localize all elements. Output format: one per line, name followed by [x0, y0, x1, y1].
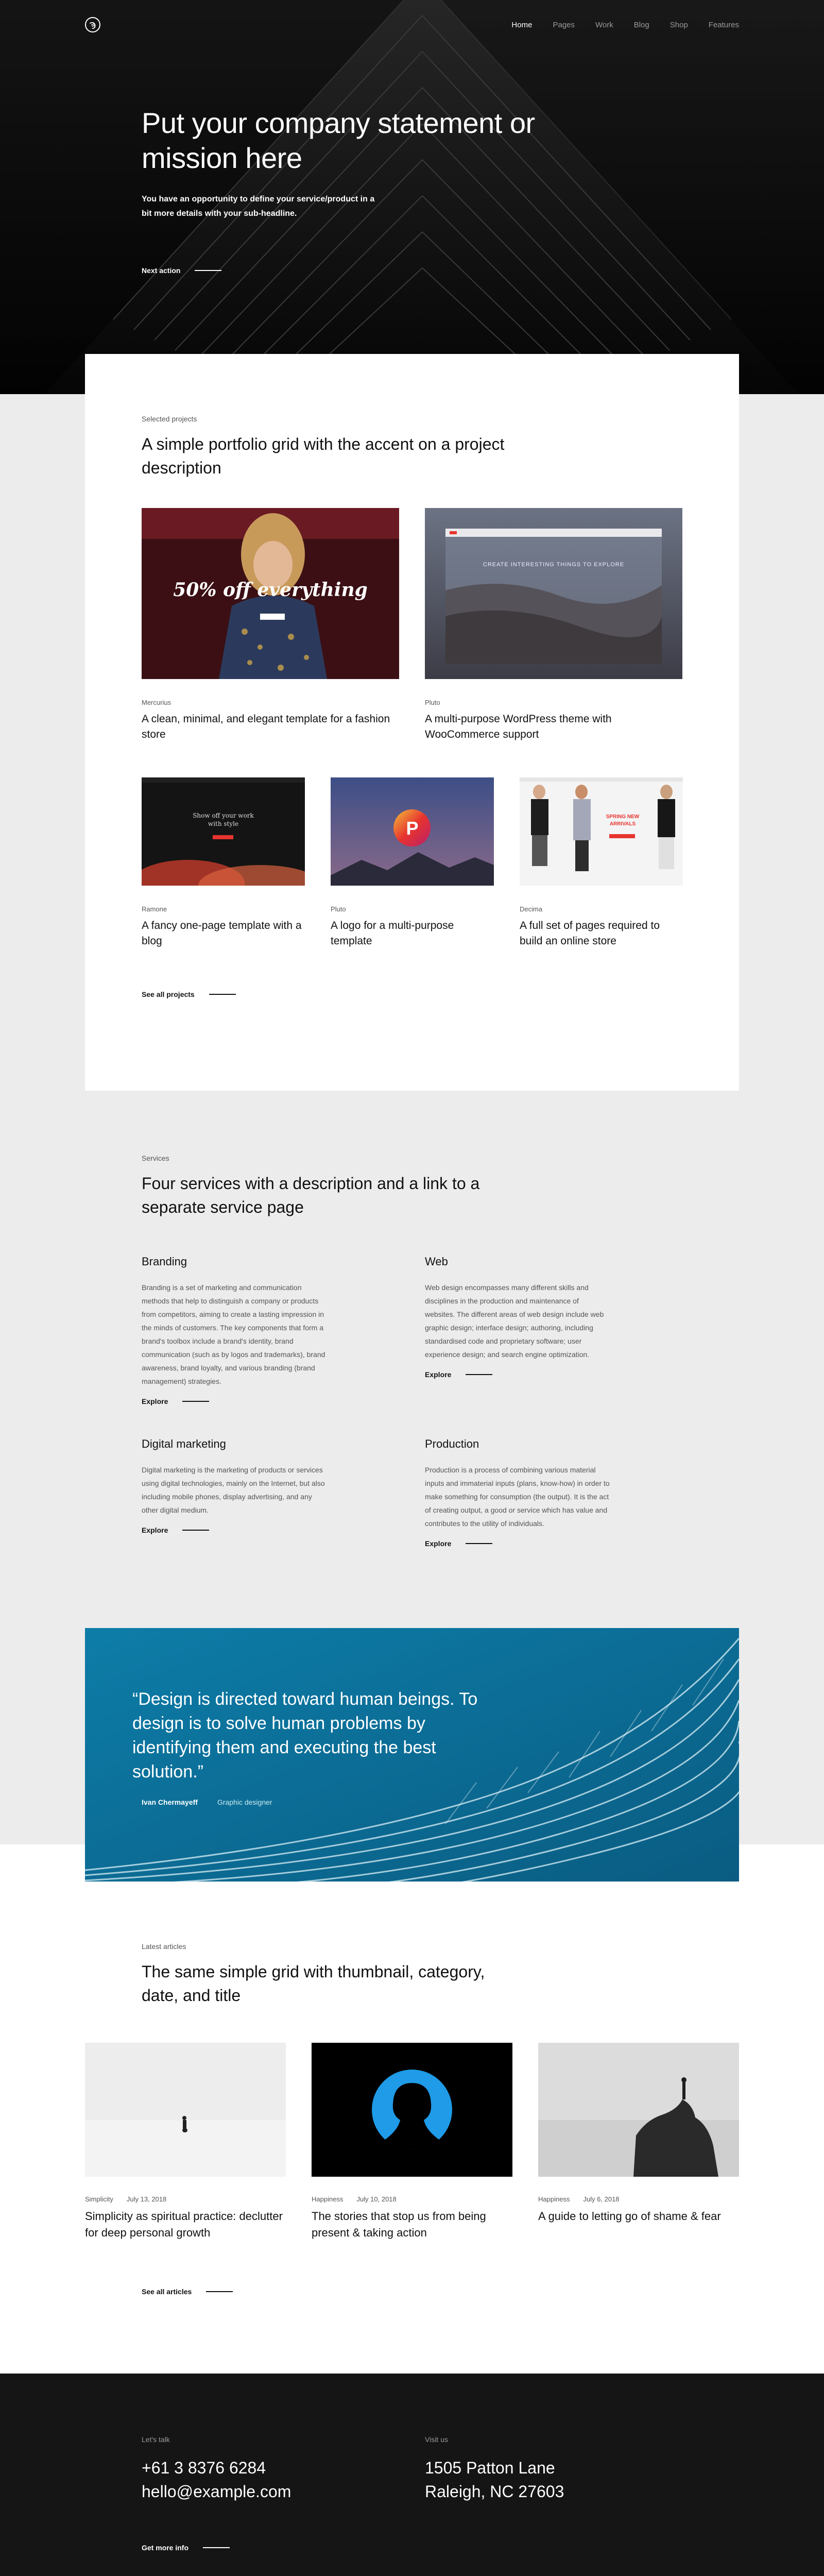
logo-glyph: Ϡ: [89, 20, 96, 29]
logo-icon[interactable]: [85, 17, 100, 32]
hero-cta-link[interactable]: Next action: [142, 266, 221, 275]
articles-header: [142, 1942, 512, 2007]
hero-subtitle: You have an opportunity to define your service/product in a bit more details with your sub-headline.: [142, 195, 375, 218]
see-all-articles-link[interactable]: See all articles: [142, 2287, 233, 2296]
service-digital-marketing: [142, 1437, 425, 1549]
service-web: [425, 1255, 708, 1406]
project-overlay-text: P: [406, 818, 419, 839]
quote-attribution: [142, 1798, 272, 1806]
article-meta: [538, 2195, 739, 2203]
project-overlay-text: SPRING NEW ARRIVALS: [606, 814, 640, 827]
service-explore-link[interactable]: Explore: [425, 1370, 492, 1379]
nav-item-features[interactable]: Features: [708, 20, 739, 29]
article-card[interactable]: [85, 2043, 286, 2241]
article-category[interactable]: Happiness: [312, 2195, 344, 2203]
project-tag: Ramone: [142, 905, 167, 913]
footer-address: [425, 2435, 564, 2503]
project-card[interactable]: [142, 508, 399, 742]
footer-contact: [142, 2435, 291, 2503]
article-title[interactable]: A guide to letting go of shame & fear: [538, 2210, 721, 2223]
article-category[interactable]: Simplicity: [85, 2195, 113, 2203]
article-card[interactable]: [312, 2043, 512, 2241]
hero-content: [142, 106, 564, 276]
quote-banner: [85, 1628, 739, 1882]
service-title: Web: [425, 1255, 448, 1268]
service-explore-link[interactable]: Explore: [142, 1397, 209, 1405]
nav-item-pages[interactable]: Pages: [553, 20, 575, 29]
project-thumbnail-fashion[interactable]: [142, 508, 399, 679]
nav-item-shop[interactable]: Shop: [670, 20, 688, 29]
article-meta: [85, 2195, 286, 2203]
project-overlay-text: Show off your work with style: [193, 812, 254, 827]
project-thumbnail-store[interactable]: [520, 777, 683, 886]
service-title: Branding: [142, 1255, 187, 1268]
article-category[interactable]: Happiness: [538, 2195, 570, 2203]
article-date: July 6, 2018: [583, 2195, 620, 2203]
project-title[interactable]: A fancy one-page template with a blog: [142, 920, 302, 947]
service-title: Production: [425, 1437, 479, 1450]
project-tag: Mercurius: [142, 699, 171, 706]
see-all-projects-link[interactable]: See all projects: [142, 990, 236, 998]
portfolio-small-grid: [142, 777, 739, 949]
footer-cta-link[interactable]: Get more info: [142, 2544, 230, 2552]
project-card[interactable]: [425, 508, 682, 742]
articles-heading: The same simple grid with thumbnail, category, date, and title: [142, 1962, 485, 2005]
project-card[interactable]: [520, 777, 683, 949]
nav-item-work[interactable]: Work: [595, 20, 613, 29]
service-description: Production is a process of combining various material inputs and immaterial inputs (plans, know-how) in order to make something for consumption (the output). It is the act of creating output, a good or service which has value and contributes to the utility of individuals.: [425, 1466, 610, 1528]
article-meta: [312, 2195, 512, 2203]
article-title[interactable]: Simplicity as spiritual practice: declutter for deep personal growth: [85, 2210, 283, 2239]
footer-contact-label: Let's talk: [142, 2435, 170, 2444]
articles-eyebrow: Latest articles: [142, 1942, 186, 1951]
service-production: [425, 1437, 708, 1549]
project-overlay-text: 50% off everything: [173, 579, 368, 601]
service-explore-link[interactable]: Explore: [425, 1539, 492, 1548]
project-tag: Pluto: [331, 905, 346, 913]
article-date: July 10, 2018: [356, 2195, 397, 2203]
footer-address-line-2: Raleigh, NC 27603: [425, 2482, 564, 2501]
top-navigation: [0, 14, 824, 35]
article-thumbnail-silhouette[interactable]: [312, 2043, 512, 2177]
article-date: July 13, 2018: [126, 2195, 167, 2203]
service-explore-link[interactable]: Explore: [142, 1526, 209, 1534]
services-grid: [142, 1255, 708, 1549]
article-title[interactable]: The stories that stop us from being present & taking action: [312, 2210, 486, 2239]
footer-phone[interactable]: +61 3 8376 6284: [142, 2459, 266, 2477]
portfolio-large-grid: [142, 508, 739, 742]
service-description: Digital marketing is the marketing of products or services using digital technologies, mainly on the Internet, but also including mobile phones, display advertising, and any other digital medium.: [142, 1466, 325, 1514]
nav-item-blog[interactable]: Blog: [633, 20, 649, 29]
portfolio-eyebrow: Selected projects: [142, 415, 197, 423]
services-eyebrow: Services: [142, 1154, 169, 1162]
project-thumbnail-logo[interactable]: [331, 777, 494, 886]
footer: [0, 2374, 824, 2576]
service-description: Branding is a set of marketing and communication methods that help to distinguish a company or products from competitors, aiming to create a lasting impression in the minds of customers. The key components that form a brand's toolbox include a brand's identity, brand communication (such as by logos and trademarks), brand awareness, brand loyalty, and various branding (brand management) strategies.: [142, 1283, 325, 1385]
nav-item-home[interactable]: Home: [511, 20, 533, 29]
project-title[interactable]: A full set of pages required to build an online store: [520, 920, 660, 947]
hero: [0, 0, 824, 394]
service-branding: [142, 1255, 425, 1406]
project-tag: Decima: [520, 905, 543, 913]
hero-title: Put your company statement or mission here: [142, 107, 535, 174]
project-overlay-text: CREATE INTERESTING THINGS TO EXPLORE: [483, 562, 625, 568]
service-description: Web design encompasses many different skills and disciplines in the production and maintenance of websites. The different areas of web design include web graphic design; interface design; authoring, including standardised code and proprietary software; user experience design; and search engine optimization.: [425, 1283, 604, 1359]
project-thumbnail-wordpress[interactable]: [425, 508, 682, 679]
services-section: [142, 1154, 708, 1549]
article-thumbnail-cliff[interactable]: [538, 2043, 739, 2177]
article-card[interactable]: [538, 2043, 739, 2241]
footer-address-label: Visit us: [425, 2435, 448, 2444]
project-card[interactable]: [142, 777, 305, 949]
footer-address-line-1: 1505 Patton Lane: [425, 2459, 555, 2477]
project-title[interactable]: A clean, minimal, and elegant template for a fashion store: [142, 713, 390, 740]
services-heading: Four services with a description and a link to a separate service page: [142, 1174, 480, 1216]
nav-links: [511, 21, 739, 29]
footer-email[interactable]: hello@example.com: [142, 2482, 291, 2501]
service-title: Digital marketing: [142, 1437, 226, 1450]
project-tag: Pluto: [425, 699, 440, 706]
quote-author: Ivan Chermayeff: [142, 1798, 198, 1806]
portfolio-section: [85, 354, 739, 1091]
articles-grid: [85, 2043, 824, 2241]
project-card[interactable]: [331, 777, 494, 949]
article-thumbnail-walker[interactable]: [85, 2043, 286, 2177]
project-thumbnail-onepage[interactable]: [142, 777, 305, 886]
quote-author-role: Graphic designer: [217, 1798, 272, 1806]
project-title[interactable]: A logo for a multi-purpose template: [331, 920, 454, 947]
quote-text: “Design is directed toward human beings. To design is to solve human problems by identifying them and executing the best solution.”: [132, 1689, 478, 1782]
project-title[interactable]: A multi-purpose WordPress theme with WooCommerce support: [425, 713, 612, 740]
portfolio-heading: A simple portfolio grid with the accent on a project description: [142, 435, 505, 477]
